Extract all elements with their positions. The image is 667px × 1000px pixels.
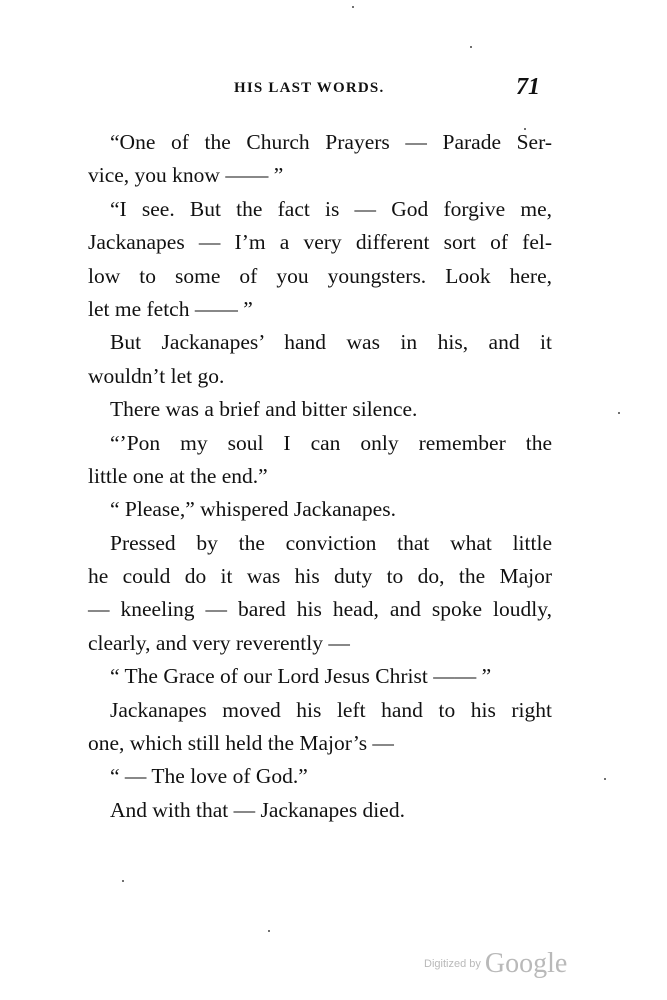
text-line: There was a brief and bitter silence. — [110, 397, 418, 422]
scan-speck — [352, 6, 354, 8]
body-text — [88, 126, 552, 827]
scan-speck — [618, 412, 620, 414]
scan-speck — [268, 930, 270, 932]
text-line: wouldn’t let go. — [88, 363, 225, 388]
text-line: “One of the Church Prayers — Parade Ser- — [110, 130, 552, 154]
text-line: And with that — Jackanapes died. — [110, 797, 405, 822]
text-line: — kneeling — bared his head, and spoke loudly, — [88, 597, 552, 622]
scan-speck — [470, 46, 472, 48]
scan-speck — [524, 128, 526, 130]
text-line: “ — The love of God.” — [110, 764, 308, 789]
text-line: “ The Grace of our Lord Jesus Christ —— ” — [110, 664, 492, 689]
page-number: 71 — [516, 74, 540, 100]
running-title: HIS LAST WORDS. — [234, 80, 385, 96]
text-line: But Jackanapes’ hand was in his, and it — [110, 330, 552, 355]
text-line: low to some of you youngsters. Look here, — [88, 263, 552, 288]
text-line: “ Please,” whispered Jackanapes. — [110, 497, 396, 522]
watermark-prefix: Digitized by — [424, 958, 481, 970]
text-line: one, which still held the Major’s — — [88, 731, 394, 756]
scan-speck — [604, 778, 606, 780]
text-line: Pressed by the conviction that what little — [110, 530, 552, 555]
watermark-brand: Google — [484, 948, 568, 979]
text-line: little one at the end.” — [88, 463, 268, 488]
text-line: Jackanapes — I’m a very different sort of fel- — [88, 230, 552, 255]
digitization-watermark — [424, 948, 567, 980]
text-line: clearly, and very reverently — — [88, 630, 350, 655]
text-line: “I see. But the fact is — God forgive me, — [110, 196, 552, 221]
text-line: vice, you know —— ” — [88, 163, 284, 188]
text-line: Jackanapes moved his left hand to his right — [110, 697, 552, 722]
text-line: “’Pon my soul I can only remember the — [110, 430, 552, 455]
text-line: let me fetch —— ” — [88, 296, 253, 321]
scan-speck — [122, 880, 124, 882]
text-line: he could do it was his duty to do, the Major — [88, 564, 552, 589]
